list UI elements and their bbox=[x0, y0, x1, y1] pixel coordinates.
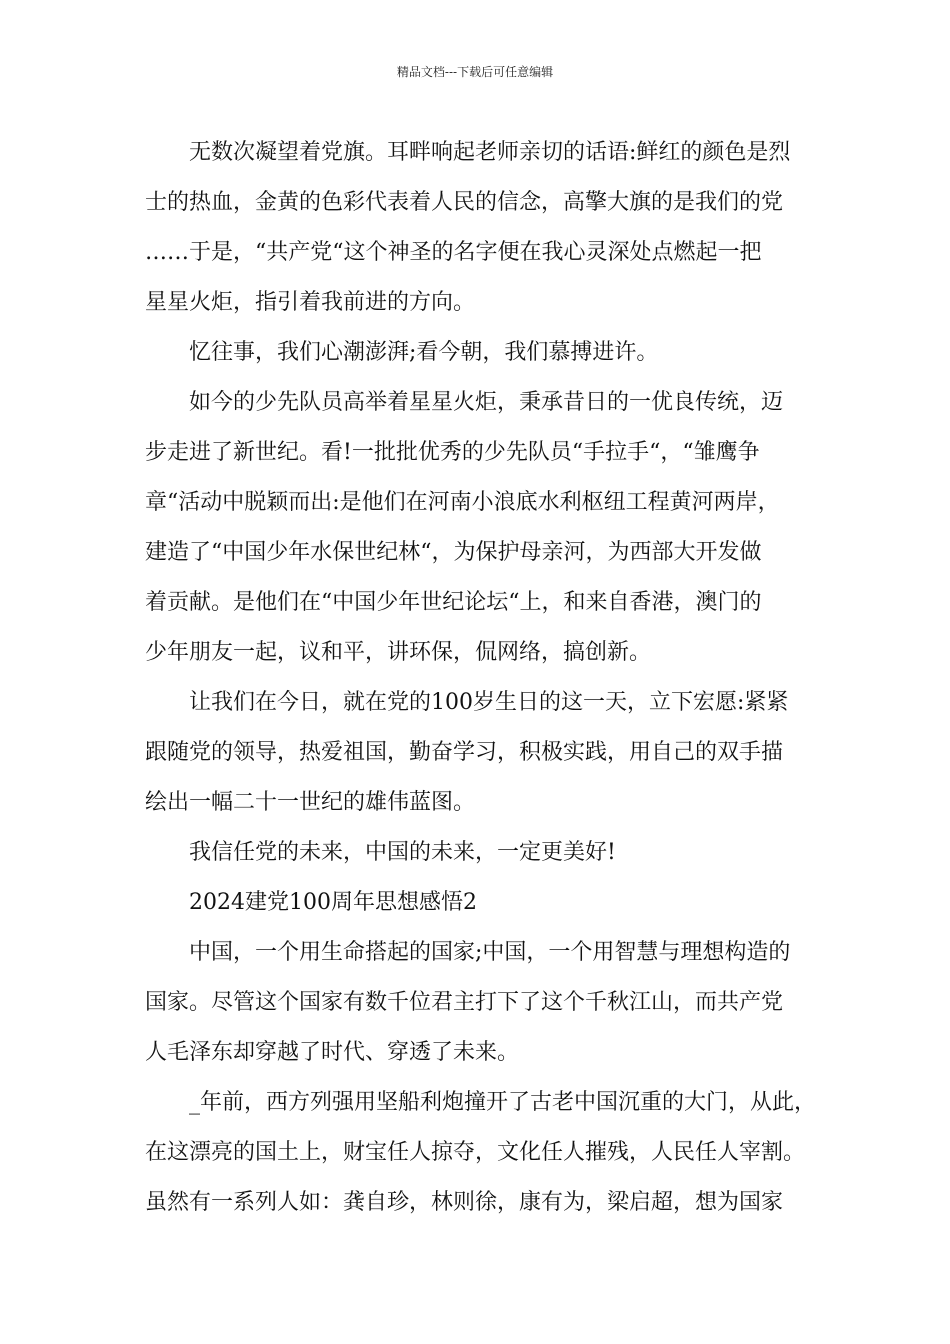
text-line: ……于是，“共产党“这个神圣的名字便在我心灵深处点燃起一把 bbox=[145, 240, 762, 265]
text-line: 步走进了新世纪。看!一批批优秀的少先队员“手拉手“，“雏鹰争 bbox=[145, 440, 760, 465]
text-line: _年前，西方列强用坚船利炮撞开了古老中国沉重的大门，从此， bbox=[189, 1090, 817, 1115]
page-header: 精品文档---下载后可任意编辑 bbox=[396, 65, 554, 79]
text-line: 少年朋友一起，议和平，讲环保，侃网络，搞创新。 bbox=[145, 640, 652, 665]
text-line: 忆往事，我们心潮澎湃;看今朝，我们慕搏进许。 bbox=[189, 340, 659, 365]
text-line: 虽然有一系列人如：龚自珍，林则徐，康有为，梁启超，想为国家 bbox=[145, 1190, 784, 1215]
text-line: 我信任党的未来，中国的未来，一定更美好! bbox=[189, 840, 616, 865]
text-line: 着贡献。是他们在“中国少年世纪论坛“上，和来自香港，澳门的 bbox=[145, 590, 762, 615]
section-heading: 2024建党100周年思想感悟2 bbox=[189, 890, 477, 915]
text-line: 让我们在今日，就在党的100岁生日的这一天，立下宏愿:紧紧 bbox=[189, 690, 789, 715]
text-line: 绘出一幅二十一世纪的雄伟蓝图。 bbox=[145, 790, 476, 815]
text-line: 人毛泽东却穿越了时代、穿透了未来。 bbox=[145, 1040, 520, 1065]
text-line: 建造了“中国少年水保世纪林“，为保护母亲河，为西部大开发做 bbox=[145, 540, 762, 565]
text-line: 中国，一个用生命搭起的国家;中国，一个用智慧与理想构造的 bbox=[189, 940, 791, 965]
text-line: 星星火炬，指引着我前进的方向。 bbox=[145, 290, 476, 315]
text-line: 章“活动中脱颖而出:是他们在河南小浪底水利枢纽工程黄河两岸， bbox=[145, 490, 780, 515]
text-line: 士的热血，金黄的色彩代表着人民的信念，高擎大旗的是我们的党 bbox=[145, 190, 784, 215]
text-line: 如今的少先队员高举着星星火炬，秉承昔日的一优良传统，迈 bbox=[189, 390, 784, 415]
text-line: 无数次凝望着党旗。耳畔响起老师亲切的话语:鲜红的颜色是烈 bbox=[189, 140, 791, 165]
text-line: 国家。尽管这个国家有数千位君主打下了这个千秋江山，而共产党 bbox=[145, 990, 784, 1015]
text-line: 在这漂亮的国土上，财宝任人掠夺，文化任人摧残，人民任人宰割。 bbox=[145, 1140, 806, 1165]
text-line: 跟随党的领导，热爱祖国，勤奋学习，积极实践，用自己的双手描 bbox=[145, 740, 784, 765]
document-body bbox=[145, 128, 815, 1228]
